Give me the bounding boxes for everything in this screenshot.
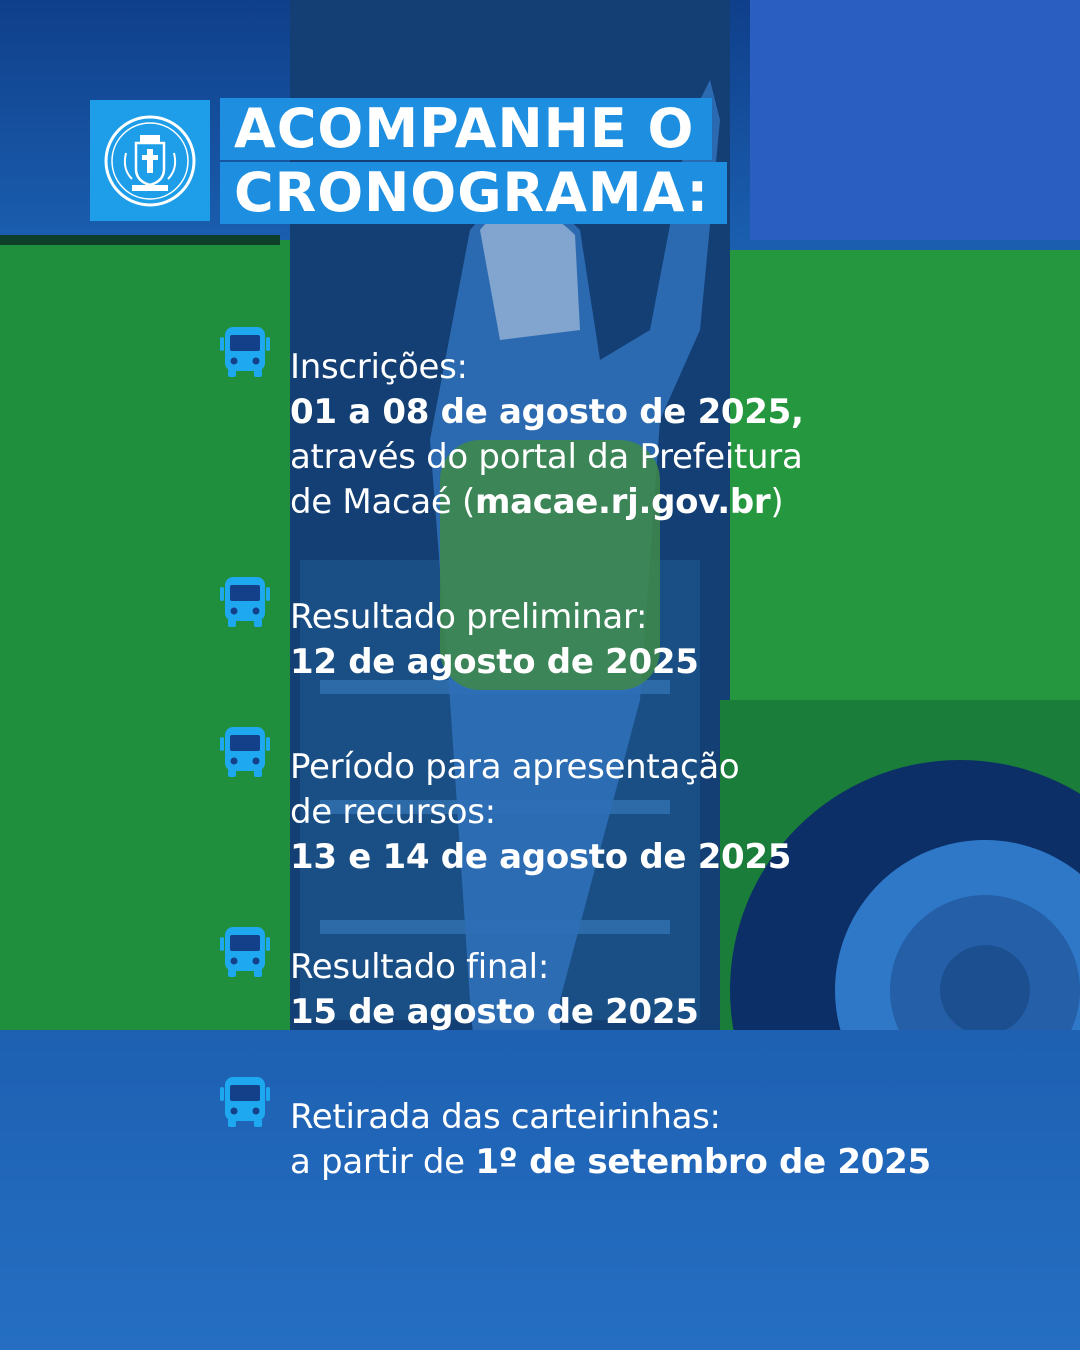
bus-icon <box>220 725 270 779</box>
item-label: Resultado final: <box>290 947 549 987</box>
title-line-1: ACOMPANHE O <box>220 98 712 160</box>
bus-icon <box>220 1075 270 1129</box>
item-label: Resultado preliminar: <box>290 597 648 637</box>
item-label: Inscrições: <box>290 347 468 387</box>
item-detail: através do portal da Prefeitura <box>290 437 803 477</box>
coat-of-arms-icon <box>102 113 198 209</box>
bus-icon <box>220 925 270 979</box>
item-date: 01 a 08 de agosto de 2025, <box>290 392 804 432</box>
item-date-line: a partir de 1º de setembro de 2025 <box>290 1142 931 1182</box>
city-logo <box>90 100 210 221</box>
title-line-2: CRONOGRAMA: <box>220 162 727 224</box>
bus-icon <box>220 575 270 629</box>
item-label: Período para apresentação <box>290 747 740 787</box>
item-label-continued: de recursos: <box>290 792 496 832</box>
item-detail-url-line: de Macaé (macae.rj.gov.br) <box>290 482 784 522</box>
portal-url: macae.rj.gov.br <box>475 482 771 522</box>
item-date: 15 de agosto de 2025 <box>290 992 699 1032</box>
bus-icon <box>220 325 270 379</box>
item-date: 13 e 14 de agosto de 2025 <box>290 837 792 877</box>
item-date: 1º de setembro de 2025 <box>475 1142 931 1182</box>
item-label: Retirada das carteirinhas: <box>290 1097 721 1137</box>
item-date: 12 de agosto de 2025 <box>290 642 699 682</box>
